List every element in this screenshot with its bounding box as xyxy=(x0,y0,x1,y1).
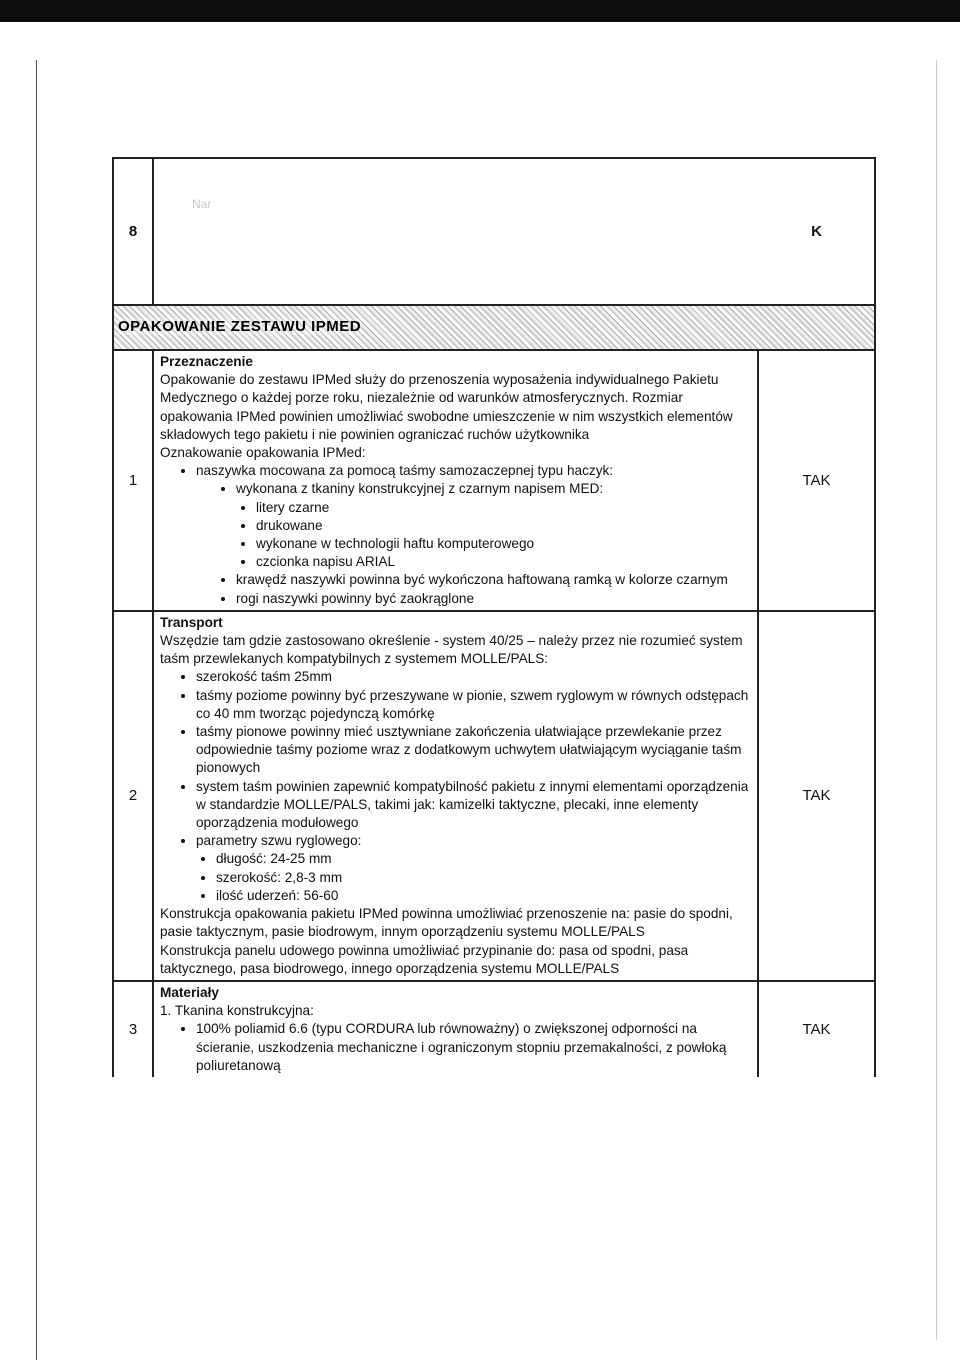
list-item: • taśmy pionowe powinny mieć usztywniane zakończenia ułatwiające przewlekanie przez odpowiednie taśmy poziome wraz z dodatkowym uchwytem ułatwiającym wyciąganie taśm pionowych xyxy=(196,723,751,778)
scan-top-bar xyxy=(0,0,960,22)
row-text: Konstrukcja panelu udowego powinna umożliwiać przypinanie do: pasa od spodni, pasa taktycznego, pasa biodrowego, innego oporządzenia systemu MOLLE/PALS xyxy=(160,942,689,976)
scan-right-edge xyxy=(936,60,937,1340)
row-heading: Przeznaczenie xyxy=(160,354,253,369)
row-mark: K xyxy=(811,223,822,240)
list-item: • ilość uderzeń: 56-60 xyxy=(216,887,751,905)
list-item: • naszywka mocowana za pomocą taśmy samozaczepnej typu haczyk: • wykonana z tkaniny konstrukcyjnej z czarnym napisem MED: • litery czarne • drukowane • wykonane w technologii haftu komputerowego • czcionka napisu ARIAL • krawędź naszywki powinna być wykończona haftowaną ramką w kolorze czarnym • rogi naszywki powinny być zaokrąglone xyxy=(196,462,751,608)
scan-left-edge xyxy=(36,60,37,1360)
table-row-1 xyxy=(112,351,876,612)
row-text: Wszędzie tam gdzie zastosowano określenie - system 40/25 – należy przez nie rozumieć system taśm przewlekanych kompatybilnych z systemem MOLLE/PALS: xyxy=(160,633,743,667)
row-number: 1 xyxy=(114,351,154,610)
faded-text: Nar xyxy=(192,197,212,211)
bullet-list xyxy=(160,1020,751,1075)
list-item: • wykonane w technologii haftu komputerowego xyxy=(256,535,751,553)
row-heading: Transport xyxy=(160,614,223,630)
list-item: • taśmy poziome powinny być przeszywane w pionie, szwem ryglowym w równych odstępach co 40 mm tworząc pojedynczą komórkę xyxy=(196,687,751,723)
table-row-2 xyxy=(112,612,876,982)
bullet-list xyxy=(196,480,751,607)
row-number: 8 xyxy=(114,159,154,304)
bullet-list xyxy=(236,499,751,572)
status-cell: TAK xyxy=(757,982,874,1077)
row-number: 2 xyxy=(114,612,154,980)
faded-content xyxy=(154,159,759,304)
row-content xyxy=(154,982,757,1077)
bullet-list xyxy=(160,462,751,608)
row-number: 3 xyxy=(114,982,154,1077)
list-item: • długość: 24-25 mm xyxy=(216,850,751,868)
requirements-table xyxy=(112,157,876,1077)
bullet-list xyxy=(160,668,751,905)
table-row-3 xyxy=(112,982,876,1077)
row-text: Opakowanie do zestawu IPMed służy do przenoszenia wyposażenia indywidualnego Pakietu Medycznego o każdej porze roku, niezależnie od warunków atmosferycznych. Rozmiar opakowania IPMed powinien umożliwiać swobodne umieszczenie w nim wszystkich elementów składowych tego pakietu i nie powinien ograniczać ruchów użytkownika xyxy=(160,372,733,442)
list-item: • czcionka napisu ARIAL xyxy=(256,553,751,571)
row-content xyxy=(154,612,757,980)
list-item: • rogi naszywki powinny być zaokrąglone xyxy=(236,590,751,608)
row-content xyxy=(154,351,757,610)
bullet-list xyxy=(196,850,751,905)
list-item: • krawędź naszywki powinna być wykończona haftowaną ramką w kolorze czarnym xyxy=(236,571,751,589)
section-banner xyxy=(112,306,876,351)
row-subheading: Oznakowanie opakowania IPMed: xyxy=(160,445,366,461)
list-item: • szerokość taśm 25mm xyxy=(196,668,751,686)
row-text: Konstrukcja opakowania pakietu IPMed powinna umożliwiać przenoszenie na: pasie do spodni, pasie taktycznym, pasie biodrowym, innym oporządzeniu systemu MOLLE/PALS xyxy=(160,906,733,940)
status-cell: TAK xyxy=(757,351,874,610)
list-item: • system taśm powinien zapewnić kompatybilność pakietu z innymi elementami oporządzenia w standardzie MOLLE/PALS, takimi jak: kamizelki taktyczne, plecaki, inne elementy oporządzenia modułowego xyxy=(196,778,751,833)
section-title: OPAKOWANIE ZESTAWU IPMED xyxy=(118,318,362,335)
list-item: • 100% poliamid 6.6 (typu CORDURA lub równoważny) o zwiększonej odporności na ścieranie, uszkodzenia mechaniczne i ograniczonym stopniu przemakalności, z powłoką poliuretanową xyxy=(196,1020,751,1075)
status-cell: TAK xyxy=(757,612,874,980)
table-row-8 xyxy=(112,157,876,306)
list-item: • parametry szwu ryglowego: • długość: 24-25 mm • szerokość: 2,8-3 mm • ilość uderzeń: 56-60 xyxy=(196,832,751,905)
list-item: • litery czarne xyxy=(256,499,751,517)
list-item: • drukowane xyxy=(256,517,751,535)
list-item: • szerokość: 2,8-3 mm xyxy=(216,869,751,887)
row-heading: Materiały xyxy=(160,984,219,1000)
list-item: • wykonana z tkaniny konstrukcyjnej z czarnym napisem MED: • litery czarne • drukowane • wykonane w technologii haftu komputerowego • czcionka napisu ARIAL xyxy=(236,480,751,571)
row-text: 1. Tkanina konstrukcyjna: xyxy=(160,1003,314,1019)
